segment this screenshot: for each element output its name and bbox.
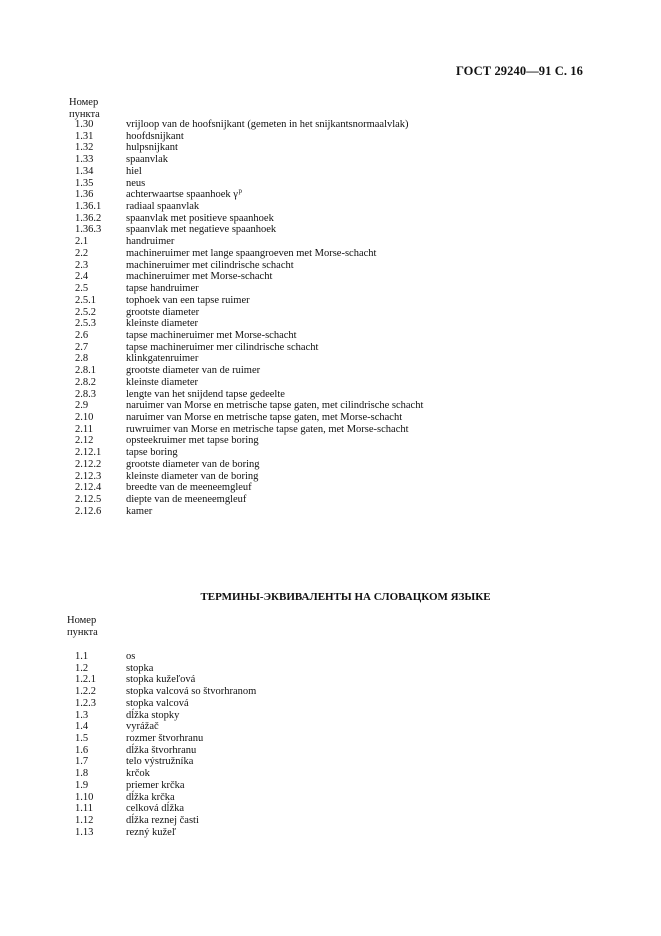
column-header-line1: Номер (69, 97, 99, 108)
term-row (0, 482, 661, 494)
item-number: 2.5.2 (75, 306, 96, 318)
item-number: 2.8.3 (75, 388, 96, 400)
term-row (0, 494, 661, 506)
term-text: breedte van de meeneemgleuf (126, 482, 252, 494)
term-row (0, 365, 661, 377)
term-row (0, 377, 661, 389)
item-number: 1.30 (75, 119, 94, 130)
item-number: 1.9 (75, 779, 89, 791)
item-number: 1.4 (75, 721, 89, 733)
term-row (0, 213, 661, 225)
term-row (0, 815, 661, 827)
term-row (0, 142, 661, 154)
term-text: machineruimer met Morse-schacht (126, 271, 273, 283)
item-number: 1.8 (75, 768, 89, 780)
term-text: hulpsnijkant (126, 142, 178, 154)
term-row (0, 154, 661, 166)
term-text: dĺžka stopky (126, 709, 180, 721)
section-title-slovak: ТЕРМИНЫ-ЭКВИВАЛЕНТЫ НА СЛОВАЦКОМ ЯЗЫКЕ (200, 591, 491, 603)
term-text: vrijloop van de hoofsnijkant (gemeten in het snijkantsnormaalvlak) (126, 119, 409, 130)
term-text: celková dĺžka (126, 803, 185, 815)
term-row (0, 178, 661, 190)
term-text: spaanvlak (126, 154, 168, 166)
slovak-terms-list (0, 651, 661, 839)
term-row (0, 389, 661, 401)
term-text: machineruimer met lange spaangroeven met Morse-schacht (126, 247, 377, 259)
term-text: radiaal spaanvlak (126, 201, 200, 213)
term-row (0, 435, 661, 447)
term-text: tophoek van een tapse ruimer (126, 294, 250, 306)
term-text: tapse boring (126, 447, 178, 459)
item-number: 1.36.1 (75, 201, 102, 213)
item-number: 2.8 (75, 353, 89, 365)
term-row: 1.36 achterwaartse spaanhoek γ p (75, 187, 242, 201)
term-text: os (126, 651, 136, 662)
item-number: 1.10 (75, 791, 94, 803)
term-text: rezný kužeľ (126, 826, 177, 838)
item-number: 2.3 (75, 259, 89, 271)
term-row (0, 686, 661, 698)
item-number: 2.12.6 (75, 505, 102, 517)
term-text: priemer krčka (126, 779, 185, 791)
term-text: spaanvlak met positieve spaanhoek (126, 212, 274, 224)
term-text: tapse machineruimer met Morse-schacht (126, 329, 297, 341)
item-number: 1.2.1 (75, 674, 96, 686)
term-text: machineruimer met cilindrische schacht (126, 259, 294, 271)
item-number: 2.12 (75, 435, 94, 447)
item-number: 1.36.2 (75, 212, 102, 224)
dutch-terms-list (0, 119, 661, 517)
term-row (0, 224, 661, 236)
item-number: 1.31 (75, 130, 94, 142)
term-text: stopka kužeľová (126, 674, 196, 686)
column-header-number (69, 97, 100, 120)
term-text: naruimer van Morse en metrische tapse gaten, met Morse-schacht (126, 411, 403, 423)
term-row (0, 119, 661, 131)
term-row (0, 318, 661, 330)
term-row (0, 459, 661, 471)
item-number: 2.12.4 (75, 482, 102, 494)
term-row (0, 745, 661, 757)
term-text: handruimer (126, 236, 175, 248)
term-text: tapse handruimer (126, 283, 199, 295)
term-row (0, 131, 661, 143)
term-text: ruwruimer van Morse en metrische tapse gaten, met Morse-schacht (126, 423, 409, 435)
term-text: dĺžka reznej časti (126, 815, 199, 827)
item-number: 1.6 (75, 744, 89, 756)
term-text: grootste diameter van de boring (126, 458, 260, 470)
term-row (0, 710, 661, 722)
term-row (0, 698, 661, 710)
item-number: 1.32 (75, 142, 94, 154)
item-number: 1.3 (75, 709, 89, 721)
item-number: 2.6 (75, 329, 89, 341)
column-header-line1: Номер (67, 615, 97, 626)
term-text: hiel (126, 165, 142, 177)
item-number: 1.11 (75, 803, 93, 815)
item-number: 1.36 (75, 189, 94, 201)
item-number: 2.1 (75, 236, 89, 248)
term-text: dĺžka štvorhranu (126, 744, 197, 756)
term-row (0, 803, 661, 815)
column-header-line2: пункта (69, 108, 100, 120)
term-text: stopka valcová (126, 697, 189, 709)
term-row (0, 412, 661, 424)
term-row (0, 236, 661, 248)
term-text: diepte van de meeneemgleuf (126, 494, 247, 505)
term-row (0, 780, 661, 792)
column-header-number-slovak (67, 615, 98, 638)
item-number: 2.12.2 (75, 458, 102, 470)
item-number: 2.12.1 (75, 447, 102, 459)
term-row (0, 768, 661, 780)
term-text: tapse machineruimer mer cilindrische schacht (126, 341, 319, 353)
term-text: grootste diameter (126, 306, 200, 318)
item-number: 2.8.2 (75, 376, 96, 388)
item-number: 1.12 (75, 815, 94, 827)
term-row (0, 663, 661, 675)
term-text: kamer (126, 505, 153, 517)
item-number: 1.34 (75, 165, 94, 177)
term-text: opsteekruimer met tapse boring (126, 435, 259, 447)
item-number: 1.13 (75, 826, 94, 838)
term-row (0, 827, 661, 839)
term-row (0, 166, 661, 178)
term-text: naruimer van Morse en metrische tapse gaten, met cilindrische schacht (126, 400, 424, 412)
term-text: vyrážač (126, 721, 159, 733)
term-row (0, 651, 661, 663)
term-text: spaanvlak met negatieve spaanhoek (126, 224, 277, 236)
item-number: 1.2.2 (75, 686, 96, 698)
item-number: 2.7 (75, 341, 89, 353)
term-row (0, 471, 661, 483)
term-text: rozmer štvorhranu (126, 733, 204, 745)
item-number: 2.12.5 (75, 494, 102, 505)
item-number: 1.5 (75, 733, 89, 745)
term-row (0, 721, 661, 733)
item-number: 2.12.3 (75, 470, 102, 482)
term-text: stopka valcová so štvorhranom (126, 686, 257, 698)
item-number: 1.2 (75, 662, 89, 674)
term-text: stopka (126, 662, 154, 674)
term-text: hoofdsnijkant (126, 130, 184, 142)
term-row (0, 400, 661, 412)
item-number: 2.4 (75, 271, 89, 283)
term-text: kleinste diameter van de boring (126, 470, 259, 482)
term-row (0, 283, 661, 295)
term-row (0, 307, 661, 319)
term-row (0, 792, 661, 804)
item-number: 1.7 (75, 756, 89, 768)
item-number: 1.1 (75, 651, 89, 662)
term-row (0, 424, 661, 436)
term-row (0, 756, 661, 768)
term-text: grootste diameter van de ruimer (126, 365, 261, 377)
term-text: kleinste diameter (126, 318, 199, 330)
term-row (0, 201, 661, 213)
item-number: 1.2.3 (75, 697, 96, 709)
term-row (0, 353, 661, 365)
term-text: telo výstružníka (126, 756, 194, 768)
term-text: achterwaartse spaanhoek γ (126, 189, 238, 201)
term-row (0, 295, 661, 307)
item-number: 1.35 (75, 177, 94, 189)
item-number: 1.36.3 (75, 224, 102, 236)
term-text: neus (126, 177, 146, 189)
term-text: kleinste diameter (126, 376, 199, 388)
item-number: 2.9 (75, 400, 89, 412)
term-text: dĺžka krčka (126, 791, 175, 803)
item-number: 2.8.1 (75, 365, 96, 377)
term-row (0, 733, 661, 745)
term-text: klinkgatenruimer (126, 353, 199, 365)
term-row (0, 330, 661, 342)
item-number: 2.2 (75, 247, 89, 259)
item-number: 2.10 (75, 411, 94, 423)
term-row (0, 342, 661, 354)
item-number: 1.33 (75, 154, 94, 166)
item-number: 2.5.3 (75, 318, 96, 330)
item-number: 2.5.1 (75, 294, 96, 306)
term-row (0, 271, 661, 283)
term-row (0, 447, 661, 459)
term-row (0, 674, 661, 686)
term-row (0, 248, 661, 260)
page-header: ГОСТ 29240—91 С. 16 (455, 64, 583, 78)
item-number: 2.11 (75, 423, 93, 435)
column-header-line2: пункта (67, 626, 98, 638)
term-row (0, 506, 661, 518)
term-text: lengte van het snijdend tapse gedeelte (126, 388, 285, 400)
term-row (0, 260, 661, 272)
term-text: krčok (126, 768, 150, 780)
item-number: 2.5 (75, 283, 89, 295)
